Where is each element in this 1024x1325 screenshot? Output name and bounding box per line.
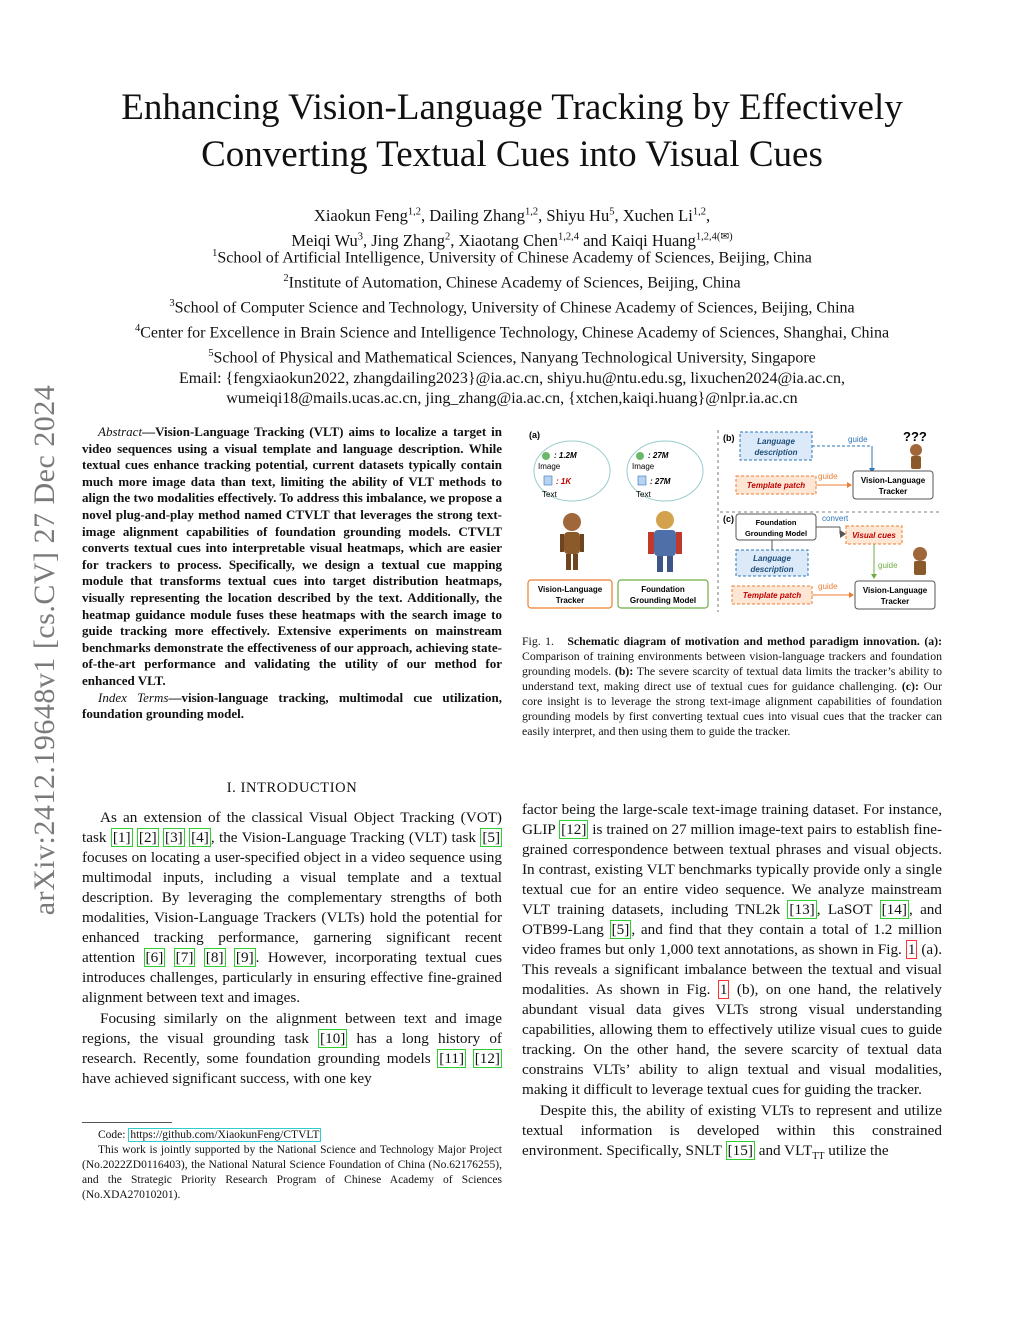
guide-label: guide <box>878 561 898 570</box>
affiliation: $^2$Institute of Automation, Chinese Academy of Sciences, Beijing, China <box>283 272 741 292</box>
svg-text:Foundation: Foundation <box>755 518 797 527</box>
template-patch-box-b <box>736 476 816 494</box>
figure-1-diagram <box>522 426 942 616</box>
code-link[interactable]: https://github.com/XiaokunFeng/CTVLT <box>130 1129 320 1141</box>
svg-text:: 27M: : 27M <box>648 451 669 460</box>
citation-link[interactable]: [11] <box>439 1050 465 1067</box>
svg-text:: 27M: : 27M <box>650 477 671 486</box>
citation-link[interactable]: [12] <box>474 1050 500 1067</box>
citation-link[interactable]: [14] <box>881 901 907 918</box>
affiliations <box>60 244 964 410</box>
guide-label: guide <box>818 582 838 591</box>
citation-link[interactable]: [2] <box>138 829 157 846</box>
paper-title: Enhancing Vision-Language Tracking by Effectively Converting Textual Cues into Visual Cues <box>121 87 903 175</box>
author: Xiaokun Feng$^{1,2}$, <box>313 205 430 225</box>
training-data-cloud-vlt <box>534 441 610 501</box>
svg-text:Grounding Model: Grounding Model <box>744 529 808 538</box>
footnote-rule <box>82 1122 172 1123</box>
citation-link[interactable]: [9] <box>235 949 254 966</box>
citation-link[interactable]: [7] <box>175 949 194 966</box>
intro-right-column: factor being the large-scale text-image training dataset. For instance, GLIP [12] is trained on 27 million image-text pairs to establish fine-grained correspondence between textual phrases and visual objects. In contrast, existing VLT benchmarks typically provide only a single textual cue for an entire video sequence. We analyze mainstream VLT training datasets, including TNL2k [13] , LaSOT [14] , and OTB99-Lang [5] , and find that they contain a total of 1.2 million video frames but only 1,000 text annotations, as shown in Fig. 1 (a). This reveals a significant imbalance between the textual and visual modalities. As shown in Fig. 1 (b), on one hand, the relatively abundant visual data gives VLTs strong visual understanding capabilities, allowing them to effectively utilize visual cues to guide tracking. On the other hand, the severe scarcity of textual data constrains VLTs’ ability to align textual and visual modalities, making it difficult to leverage textual cues for guiding the tracker. Despite this, the ability of existing VLTs to represent and utilize textual information is developed within this constrained environment. Specifically, SNLT [15] and $VLT_{TT}$ utilize the <box>522 801 943 1163</box>
affiliation: $^1$School of Artificial Intelligence, University of Chinese Academy of Sciences, Beijing, China <box>212 248 812 267</box>
vlt-box-b <box>853 471 933 499</box>
fgm-box-a <box>618 580 708 608</box>
svg-text:Vision-Language: Vision-Language <box>860 476 926 485</box>
panel-b-label: (b) <box>723 433 735 443</box>
abstract: Abstract—Vision-Language Tracking (VLT) aims to localize a target in video sequences using a visual template and language description. While textual cues enhance tracking potential, current datasets typically contain much more image data than text, limiting the ability of VLT methods to align the two modalities effectively. To address this imbalance, we propose a novel plug-and-play method named CTVLT that leverages the strong text-image alignment capabilities of foundation grounding models. CTVLT converts textual cues into interpretable visual heatmaps, which are easier for trackers to process. Specifically, we design a textual cue mapping module that transforms textual cues into target distribution heatmaps, visually representing the location described by the text. Additionally, the heatmap guidance module fuses these heatmaps with the search image to guide tracking more effectively. Extensive experiments on mainstream benchmarks demonstrate the effectiveness of our approach, achieving state-of-the-art performance and validating the utility of our method for enhanced VLT. Index Terms—vision-language tracking, multimodal cue utilization, foundation grounding model. <box>82 424 503 722</box>
vlt-box-a <box>528 580 612 608</box>
email-line: wumeiqi18@mails.ucas.ac.cn, jing_zhang@ia.ac.cn, {xtchen,kaiqi.huang}@nlpr.ia.ac.cn <box>226 390 798 408</box>
robot-tracker-icon <box>913 547 927 575</box>
knight-model-icon <box>648 511 682 572</box>
citation-link[interactable]: [5] <box>482 829 501 846</box>
citation-link[interactable]: [4] <box>191 829 209 846</box>
svg-text:Tracker: Tracker <box>878 487 908 496</box>
question-marks: ??? <box>903 429 927 444</box>
svg-text:Language: Language <box>757 437 795 446</box>
fgm-box-c <box>736 514 816 540</box>
citation-link[interactable]: [12] <box>561 821 587 838</box>
citation-link[interactable]: [3] <box>165 829 183 846</box>
svg-text:Text: Text <box>542 490 557 499</box>
author: Xiaotang Chen$^{1,2,4}$ and <box>458 231 612 250</box>
email-line: Email: {fengxiaokun2022, zhangdailing2023}@ia.ac.cn, shiyu.hu@ntu.edu.sg, lixuchen2024@ia.ac.cn, <box>178 369 846 387</box>
affiliation: $^5$School of Physical and Mathematical Sciences, Nanyang Technological University, Singapore <box>208 347 816 367</box>
affiliation: $^3$School of Computer Science and Technology, University of Chinese Academy of Sciences, Beijing, China <box>169 297 855 317</box>
svg-text:: 1.2M: : 1.2M <box>554 451 577 460</box>
svg-text:description: description <box>754 448 798 457</box>
training-data-cloud-fgm <box>627 441 703 501</box>
svg-text:Tracker: Tracker <box>880 597 910 606</box>
svg-text:Image: Image <box>538 462 561 471</box>
robot-tracker-icon <box>560 513 584 570</box>
svg-text:description: description <box>750 565 794 574</box>
citation-link[interactable]: [1] <box>112 829 131 846</box>
citation-link[interactable]: [8] <box>205 949 224 966</box>
guide-label: guide <box>818 472 838 481</box>
image-icon <box>636 452 644 460</box>
svg-text:Image: Image <box>632 462 655 471</box>
author: Meiqi Wu$^3$, <box>291 231 372 250</box>
svg-text:Template patch: Template patch <box>742 591 802 600</box>
svg-text:Vision-Language: Vision-Language <box>862 586 928 595</box>
author: Shiyu Hu$^5$, <box>546 205 623 225</box>
citation-link[interactable]: [13] <box>789 901 815 918</box>
vlt-box-c <box>855 581 935 609</box>
image-icon <box>542 452 550 460</box>
guide-label: guide <box>848 435 868 444</box>
section-heading: I. INTRODUCTION <box>226 780 358 796</box>
svg-text:Text: Text <box>636 490 651 499</box>
svg-text:Tracker: Tracker <box>555 596 585 605</box>
figure-link[interactable]: 1 <box>719 981 728 998</box>
text-icon <box>638 476 646 485</box>
svg-text:: 1K: : 1K <box>556 477 572 486</box>
citation-link[interactable]: [15] <box>727 1142 753 1159</box>
visual-cues-box <box>846 526 902 544</box>
language-description-box-b <box>740 432 812 460</box>
svg-text:Foundation: Foundation <box>641 585 685 594</box>
intro-left-column: As an extension of the classical Visual Object Tracking (VOT) task [1] [2] [3] [4] , the Vision-Language Tracking (VLT) task [5] focuses on locating a user-specified object in a video sequence using multimodal inputs, including a visual template and a textual description. By leveraging the complementary strengths of both modalities, Vision-Language Trackers (VLTs) hold the potential for enhanced tracking performance, garnering significant recent attention [6] [7] [8] [9] . However, incorporating textual cues introduces challenges, particularly in ensuring effective fine-grained alignment between text and images. Focusing similarly on the alignment between text and image regions, the visual grounding task [10] has a long history of research. Recently, some foundation grounding models [11] [12] have achieved significant success, with one key <box>82 809 503 1087</box>
affiliation: $^4$Center for Excellence in Brain Science and Intelligence Technology, Chinese Academy of Sciences, Shanghai, China <box>134 322 890 342</box>
citation-link[interactable]: [5] <box>611 921 630 938</box>
author: Kaiqi Huang$^{1,2,4(✉)}$ <box>611 231 733 250</box>
robot-tracker-icon <box>910 444 922 469</box>
text-icon <box>544 476 552 485</box>
svg-text:Vision-Language: Vision-Language <box>537 585 603 594</box>
footnote: Code: https://github.com/XiaokunFeng/CTVLT This work is jointly supported by the National Science and Technology Major Project (No.2022ZD0116403), the National Natural Science Foundation of China (No.62176255), and the Strategic Priority Research Program of Chinese Academy of Sciences (No.XDA27010201). <box>82 1129 502 1201</box>
citation-link[interactable]: [6] <box>145 949 164 966</box>
convert-label: convert <box>822 514 849 523</box>
author: Dailing Zhang$^{1,2}$, <box>429 205 547 225</box>
figure-link[interactable]: 1 <box>907 941 916 958</box>
author: Xuchen Li$^{1,2}$, <box>622 205 711 225</box>
figure-caption: Fig. 1. Schematic diagram of motivation and method paradigm innovation. (a): Comparison of training environments between vision-language trackers and foundation grounding models. (b): The severe scarcity of textual data limits the tracker’s ability to understand text, making direct use of textual cues for guidance challenging. (c): Our core insight is to leverage the strong text-image alignment capabilities of foundation grounding models by first converting textual cues into visual cues that the tracker can easily interpret, and then using them to guide the tracker. <box>522 634 943 738</box>
panel-c-label: (c) <box>723 514 734 524</box>
svg-text:Language: Language <box>753 554 791 563</box>
citation-link[interactable]: [10] <box>320 1030 346 1047</box>
template-patch-box-c <box>732 586 812 604</box>
svg-text:Template patch: Template patch <box>746 481 806 490</box>
arxiv-identifier: arXiv:2412.19648v1 [cs.CV] 27 Dec 2024 <box>28 384 61 916</box>
author: Jing Zhang$^2$, <box>371 231 459 250</box>
svg-text:Visual cues: Visual cues <box>852 531 896 540</box>
language-description-box-c <box>736 550 808 576</box>
panel-a-label: (a) <box>529 430 540 440</box>
svg-text:Grounding Model: Grounding Model <box>629 596 697 605</box>
